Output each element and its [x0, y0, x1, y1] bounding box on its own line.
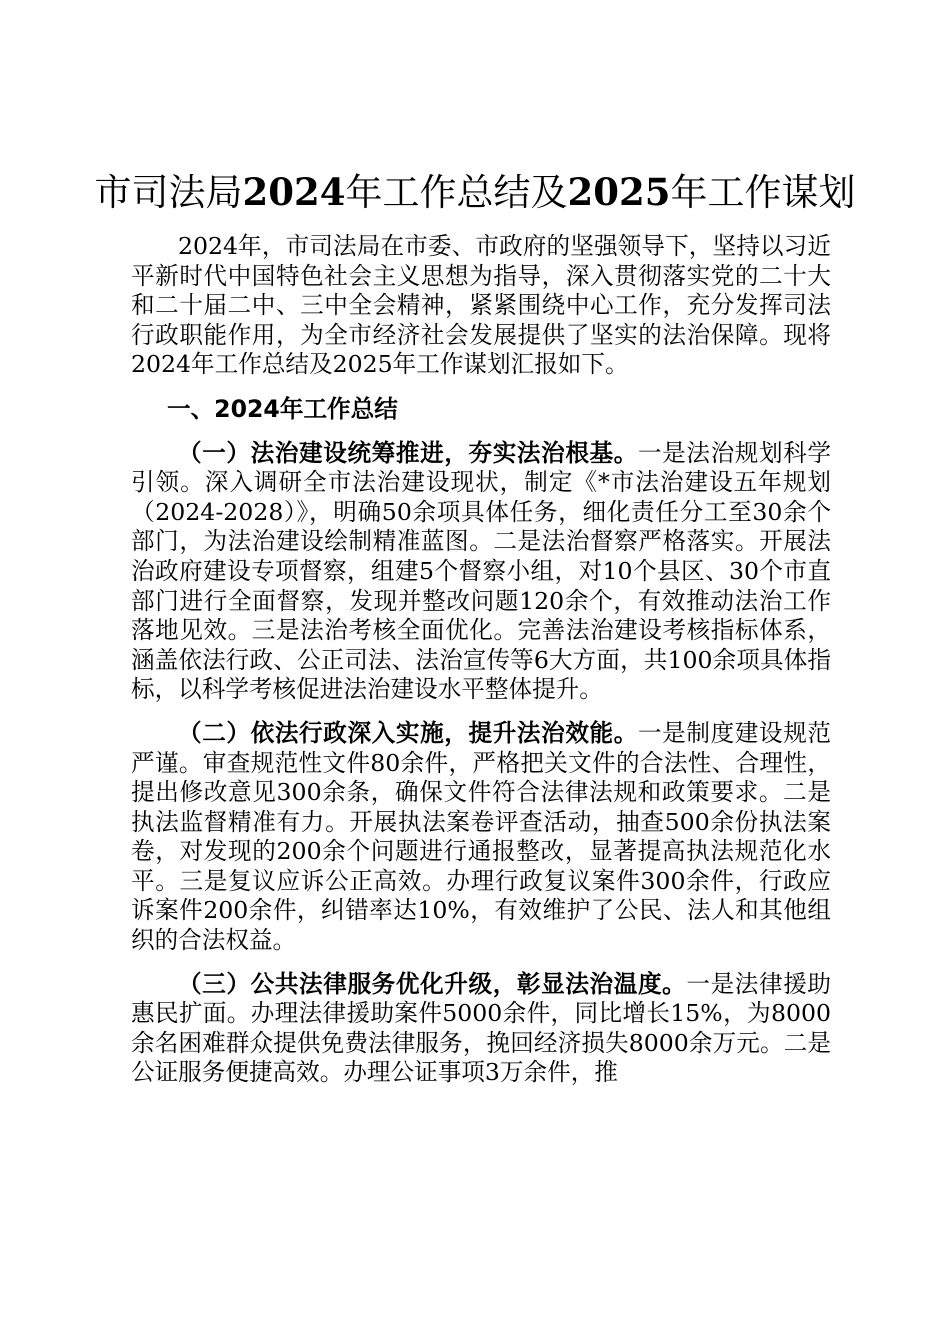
paragraph-text: 一是法律援助惠民扩面。办理法律援助案件5000余件，同比增长15%，为8000余名困难群众提供免费法律服务，挽回经济损失8000余万元。二是公证服务便捷高效。办理公证事项3万余件，推	[131, 969, 832, 1087]
section-heading-summary: 一、2024年工作总结	[167, 394, 398, 423]
paragraph-rule-of-law-construction	[131, 439, 831, 705]
paragraph-lead: （二）依法行政深入实施，提升法治效能。	[178, 718, 638, 747]
paragraph-administration-by-law	[131, 719, 831, 956]
document-title	[0, 166, 950, 219]
intro-paragraph: 2024年，市司法局在市委、市政府的坚强领导下，坚持以习近平新时代中国特色社会主义思想为指导，深入贯彻落实党的二十大和二十届二中、三中全会精神，紧紧围绕中心工作，充分发挥司法行政职能作用，为全市经济社会发展提供了坚实的法治保障。现将2024年工作总结及2025年工作谋划汇报如下。	[131, 232, 831, 379]
paragraph-text: 一是法治规划科学引领。深入调研全市法治建设现状，制定《*市法治建设五年规划（2024-2028）》，明确50余项具体任务，细化责任分工至30余个部门，为法治建设绘制精准蓝图。二是法治督察严格落实。开展法治政府建设专项督察，组建5个督察小组，对10个县区、30个市直部门进行全面督察，发现并整改问题120余个，有效推动法治工作落地见效。三是法治考核全面优化。完善法治建设考核指标体系，涵盖依法行政、公正司法、法治宣传等6大方面，共100余项具体指标，以科学考核促进法治建设水平整体提升。	[131, 438, 832, 704]
title-year-2024: 2024	[242, 170, 346, 214]
paragraph-lead: （三）公共法律服务优化升级，彰显法治温度。	[178, 969, 687, 998]
document-body	[131, 232, 831, 1088]
paragraph-public-legal-services	[131, 970, 831, 1088]
paragraph-text: 一是制度建设规范严谨。审查规范性文件80余件，严格把关文件的合法性、合理性，提出修改意见300余条，确保文件符合法律法规和政策要求。二是执法监督精准有力。开展执法案卷评查活动，抽查500余份执法案卷，对发现的200余个问题进行通报整改，显著提高执法规范化水平。三是复议应诉公正高效。办理行政复议案件300余件，行政应诉案件200余件，纠错率达10%，有效维护了公民、法人和其他组织的合法权益。	[131, 718, 832, 955]
title-year-2025: 2025	[567, 170, 671, 214]
title-suffix: 年工作谋划	[670, 171, 856, 214]
title-middle: 年工作总结及	[345, 171, 568, 214]
title-prefix: 市司法局	[94, 171, 243, 214]
paragraph-lead: （一）法治建设统筹推进，夯实法治根基。	[178, 438, 638, 467]
